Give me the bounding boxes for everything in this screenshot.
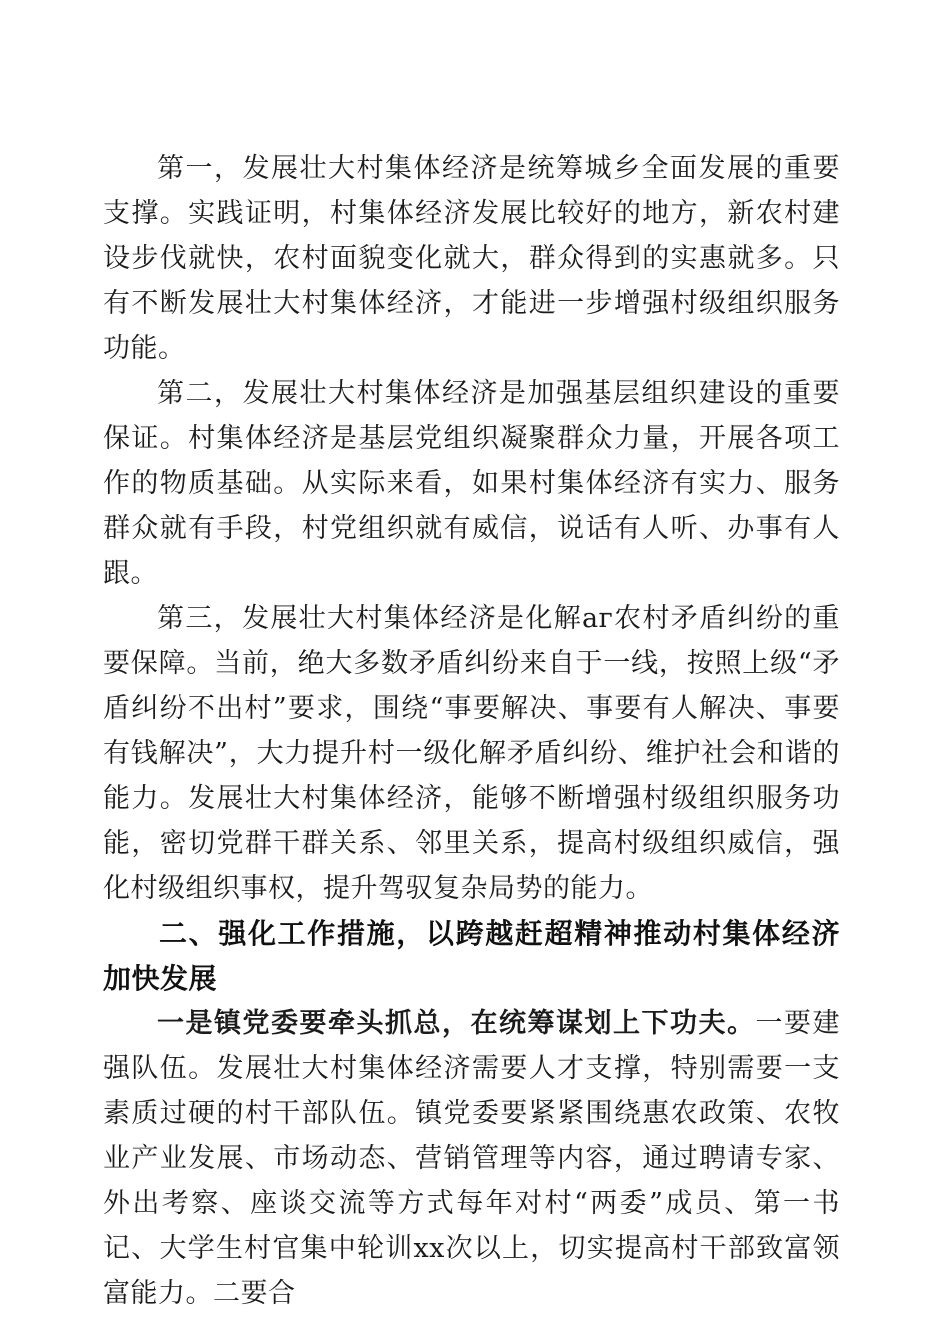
paragraph-second-point: 第二，发展壮大村集体经济是加强基层组织建设的重要保证。村集体经济是基层党组织凝聚群众力量，开展各项工作的物质基础。从实际来看，如果村集体经济有实力、服务群众就有手段，村党组织就有威信，说话有人听、办事有人跟。 bbox=[103, 378, 840, 589]
paragraph-third-point: 第三，发展壮大村集体经济是化解аг农村矛盾纠纷的重要保障。当前，绝大多数矛盾纠纷来自于一线，按照上级“矛盾纠纷不出村”要求，围绕“事要解决、事要有人解决、事要有钱解决”，大力提升村一级化解矛盾纠纷、维护社会和谐的能力。发展壮大村集体经济，能够不断增强村级组织服务功能，密切党群干群关系、邻里关系，提高村级组织威信，强化村级组织事权，提升驾驭复杂局势的能力。 bbox=[103, 603, 840, 904]
document-body bbox=[103, 146, 840, 1316]
section-heading-two: 二、强化工作措施，以跨越赶超精神推动村集体经济加快发展 bbox=[103, 917, 840, 995]
paragraph-measure-one bbox=[103, 1001, 840, 1316]
paragraph-measure-one-lead: 一是镇党委要牵头抓总，在统筹谋划上下功夫。 bbox=[157, 1008, 756, 1039]
paragraph-measure-one-body: 一要建强队伍。发展壮大村集体经济需要人才支撑，特别需要一支素质过硬的村干部队伍。镇党委要紧紧围绕惠农政策、农牧业产业发展、市场动态、营销管理等内容，通过聘请专家、外出考察、座谈交流等方式每年对村“两委”成员、第一书记、大学生村官集中轮训xx次以上，切实提高村干部致富领富能力。二要合 bbox=[103, 1008, 840, 1309]
paragraph-first-point: 第一，发展壮大村集体经济是统筹城乡全面发展的重要支撑。实践证明，村集体经济发展比较好的地方，新农村建设步伐就快，农村面貌变化就大，群众得到的实惠就多。只有不断发展壮大村集体经济，才能进一步增强村级组织服务功能。 bbox=[103, 153, 840, 364]
